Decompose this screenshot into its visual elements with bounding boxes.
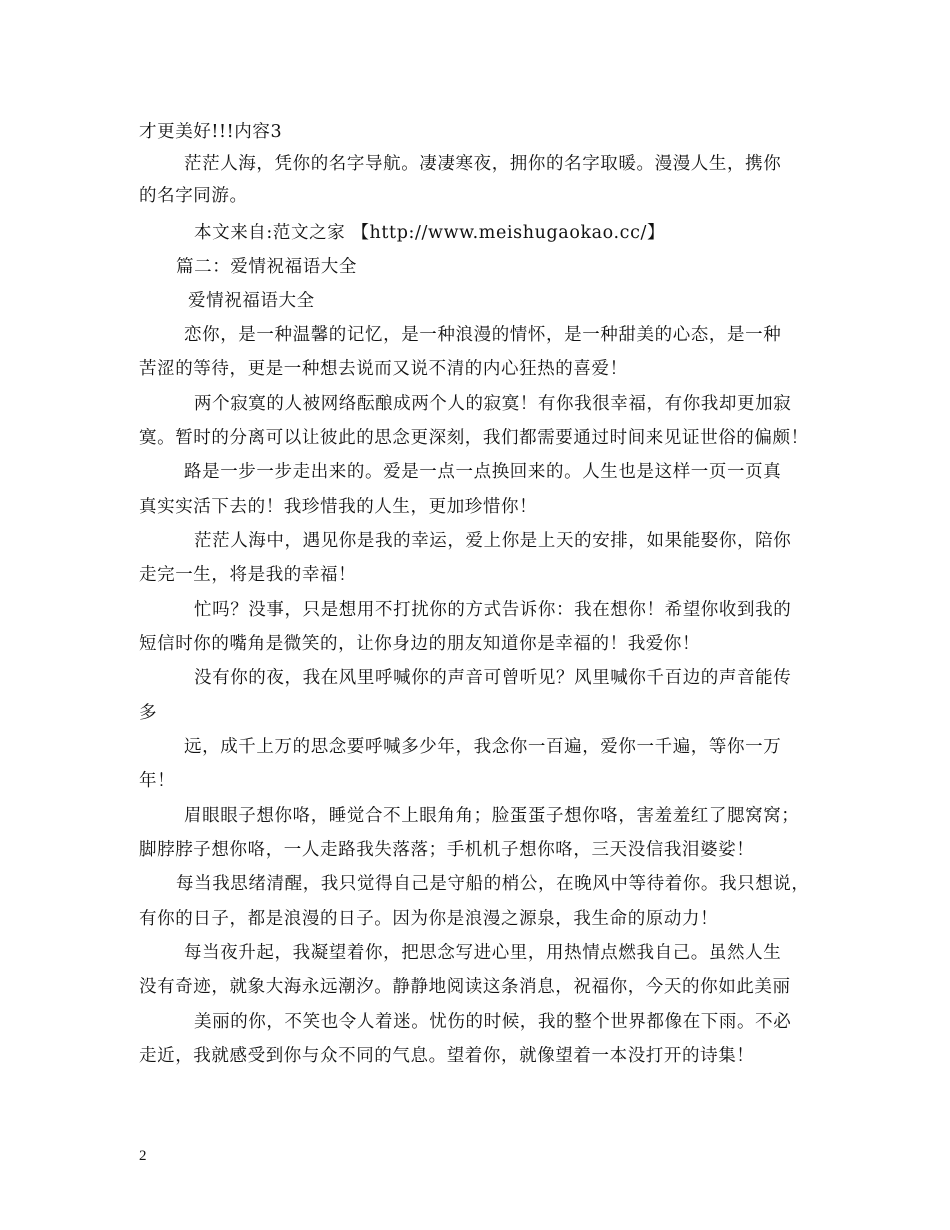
text-line: 多 (139, 703, 158, 723)
text-line: 远，成千上万的思念要呼喊多少年，我念你一百遍，爱你一千遍，等你一万 (184, 737, 782, 757)
text-line: 的名字同游。 (139, 186, 248, 206)
text-line: 才更美好!!!内容3 (139, 122, 283, 142)
text-line: 两个寂寞的人被网络酝酿成两个人的寂寞！有你我很幸福，有你我却更加寂 (194, 394, 792, 414)
text-line: 每当我思绪清醒，我只觉得自己是守船的梢公，在晚风中等待着你。我只想说， (176, 874, 810, 894)
text-line: 没有奇迹，就象大海永远潮汐。静静地阅读这条消息，祝福你，今天的你如此美丽 (139, 977, 791, 997)
text-line: 本文来自:范文之家 【http://www.meishugaokao.cc/】 (194, 223, 666, 243)
page-number: 2 (139, 1148, 147, 1164)
text-line: 脚脖脖子想你咯，一人走路我失落落；手机机子想你咯，三天没信我泪婆娑！ (139, 840, 755, 860)
text-line: 忙吗？没事，只是想用不打扰你的方式告诉你：我在想你！希望你收到我的 (194, 600, 792, 620)
text-line: 眉眼眼子想你咯，睡觉合不上眼角角；脸蛋蛋子想你咯，害羞羞红了腮窝窝； (184, 806, 800, 826)
text-line: 走完一生，将是我的幸福！ (139, 565, 357, 585)
text-line: 真实实活下去的！我珍惜我的人生，更加珍惜你！ (139, 497, 538, 517)
text-line: 年！ (139, 771, 176, 791)
text-line: 苦涩的等待，更是一种想去说而又说不清的内心狂热的喜爱！ (139, 359, 628, 379)
text-line: 寞。暂时的分离可以让彼此的思念更深刻，我们都需要通过时间来见证世俗的偏颇！ (139, 428, 809, 448)
text-line: 恋你，是一种温馨的记忆，是一种浪漫的情怀，是一种甜美的心态，是一种 (184, 325, 782, 345)
text-line: 茫茫人海，凭你的名字导航。凄凄寒夜，拥你的名字取暖。漫漫人生，携你 (184, 154, 782, 174)
section-title: 爱情祝福语大全 (188, 291, 315, 311)
text-line: 没有你的夜，我在风里呼喊你的声音可曾听见？风里喊你千百边的声音能传 (194, 668, 792, 688)
section-heading: 篇二：爱情祝福语大全 (176, 257, 357, 277)
text-line: 走近，我就感受到你与众不同的气息。望着你，就像望着一本没打开的诗集！ (139, 1046, 755, 1066)
text-line: 路是一步一步走出来的。爱是一点一点换回来的。人生也是这样一页一页真 (184, 462, 782, 482)
text-line: 美丽的你，不笑也令人着迷。忧伤的时候，我的整个世界都像在下雨。不必 (194, 1012, 792, 1032)
text-line: 短信时你的嘴角是微笑的，让你身边的朋友知道你是幸福的！我爱你！ (139, 634, 701, 654)
text-line: 有你的日子，都是浪漫的日子。因为你是浪漫之源泉，我生命的原动力！ (139, 909, 719, 929)
text-line: 茫茫人海中，遇见你是我的幸运，爱上你是上天的安排，如果能娶你，陪你 (194, 531, 792, 551)
text-line: 每当夜升起，我凝望着你，把思念写进心里，用热情点燃我自己。虽然人生 (184, 943, 782, 963)
